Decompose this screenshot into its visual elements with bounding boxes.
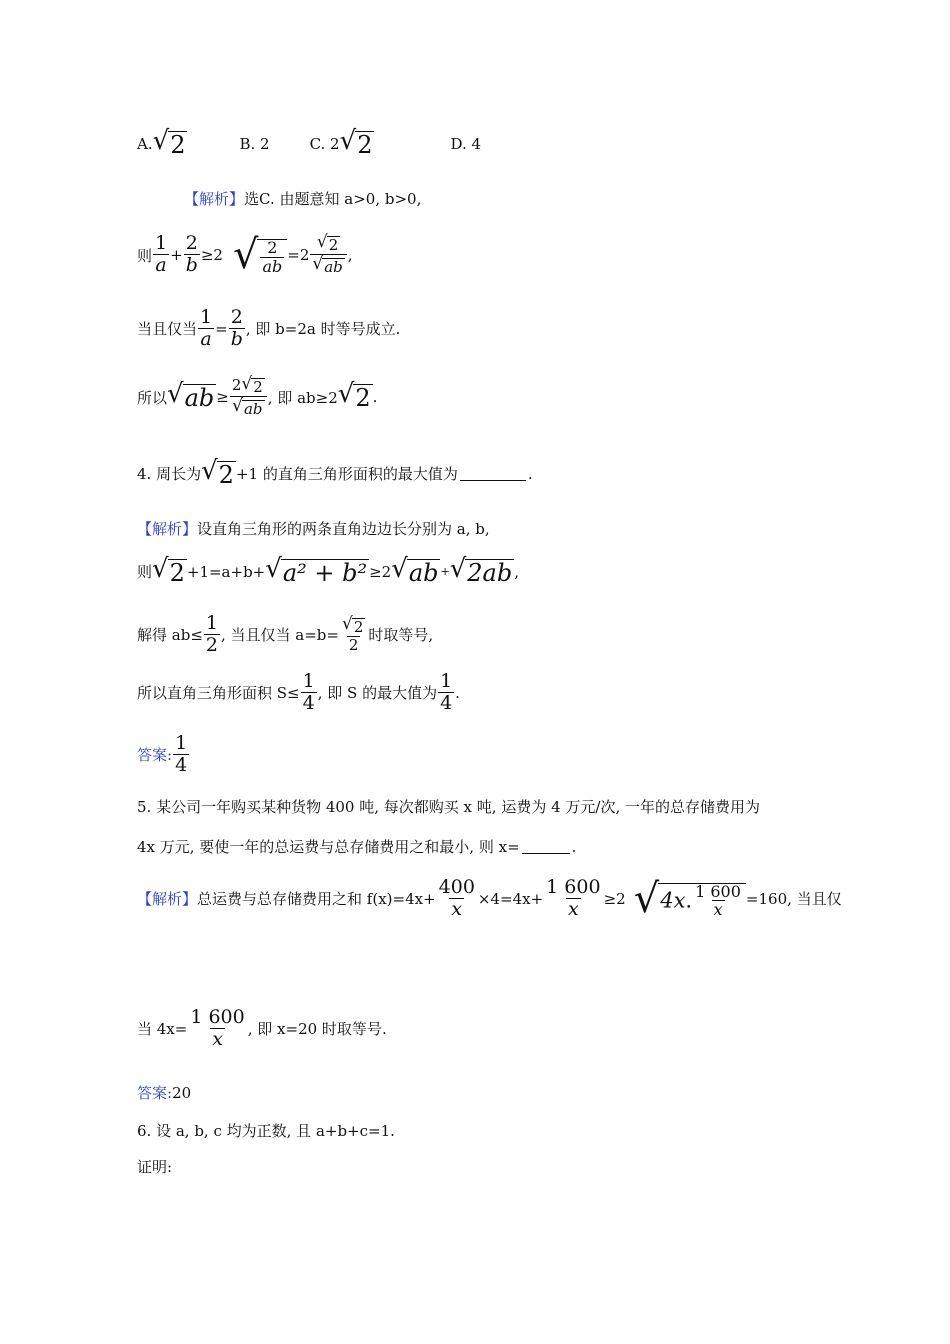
q3-equality-condition: 当且仅当 $\frac{1}{a}$ = $\frac{2}{b}$ , 即 b=2a 时等号成立. <box>137 306 401 350</box>
fraction-400-over-x: $\frac{400}{x}$ <box>438 876 475 920</box>
option-a-label: A. <box>137 134 153 153</box>
analysis-tag: 【解析】 <box>184 190 245 208</box>
fraction-1-over-a: $\frac{1}{a}$ <box>200 306 213 350</box>
sqrt-4x-times-1600-over-x: √ 4x. $\frac{1 600}{x}$ <box>634 879 746 920</box>
sqrt-2: √ 2 <box>152 554 185 587</box>
sqrt-a2-plus-b2: √ a² + b² <box>265 554 368 587</box>
q4-analysis-intro: 【解析】 设直角三角形的两条直角边边长分别为 a, b, <box>137 520 490 538</box>
q4-perimeter-inequality: 则 √ 2 +1=a+b+ √ a² + b² ≥2 √ ab + √ 2ab , <box>137 554 520 587</box>
option-a-sqrt: √ 2 <box>152 126 186 159</box>
fraction-1-over-2: $\frac{1}{2}$ <box>205 612 218 656</box>
option-b: B. 2 <box>239 134 270 153</box>
sqrt-2: √ 2 <box>337 379 371 413</box>
fraction-1-over-a: $\frac{1}{a}$ <box>155 232 168 277</box>
analysis-tag: 【解析】 <box>137 520 198 538</box>
analysis-tag: 【解析】 <box>137 890 198 909</box>
sqrt-ab: √ ab <box>391 554 439 587</box>
fraction-2sqrt2-over-sqrtab: √ 2 √ ab <box>310 234 346 277</box>
option-d: D. 4 <box>450 134 482 153</box>
option-c-sqrt: √ 2 <box>339 126 373 159</box>
q5-stem-line2: 4x 万元, 要使一年的总运费与总存储费用之和最小, 则 x= . <box>137 837 577 856</box>
q5-equality-line: 当 4x= $\frac{1 600}{x}$ , 即 x=20 时取等号. <box>137 1006 387 1050</box>
answer-label: 答案: <box>137 746 173 765</box>
fraction-1600-over-x: $\frac{1 600}{x}$ <box>190 1006 245 1050</box>
fraction-2-over-b: $\frac{2}{b}$ <box>230 306 243 350</box>
q4-stem: 4. 周长为 √ 2 +1 的直角三角形面积的最大值为 . <box>137 456 533 489</box>
q4-answer <box>137 734 190 776</box>
fraction-2-over-b: $\frac{2}{b}$ <box>185 232 198 277</box>
option-c-label: C. 2 <box>309 134 340 153</box>
q3-analysis-intro: 【解析】 选C. 由题意知 a>0, b>0, <box>184 190 422 208</box>
sqrt-2: √ 2 <box>201 456 234 489</box>
answer-label: 答案: <box>137 1084 173 1102</box>
q5-stem-line1: 5. 某公司一年购买某种货物 400 吨, 每次都购买 x 吨, 运费为 4 万元/次, 一年的总存储费用为 <box>137 798 760 816</box>
sqrt-ab: √ ab <box>167 379 215 413</box>
answer-blank[interactable] <box>522 839 570 854</box>
q6-stem: 6. 设 a, b, c 均为正数, 且 a+b+c=1. <box>137 1122 395 1140</box>
sqrt-2ab: √ 2ab <box>449 554 513 587</box>
fraction-1-over-4: $\frac{1}{4}$ <box>175 732 188 776</box>
q3-inequality-line: 则 $\frac{1}{a}$ + $\frac{2}{b}$ ≥2 √ $\frac{2}{ab}$ =2 √ 2 √ ab , <box>137 231 353 278</box>
fraction-sqrt2-over-2: √ 2 2 <box>341 613 364 655</box>
q5-analysis-line: 【解析】 总运费与总存储费用之和 f(x)=4x+ $\frac{400}{x}$ ×4=4x+ $\frac{1 600}{x}$ ≥2 √ 4x. $\frac{1 600}{x}$ =160, 当且仅 <box>137 875 842 922</box>
fraction-2sqrt2-over-sqrtab: 2 √ 2 √ ab <box>230 376 267 419</box>
answer-blank[interactable] <box>460 466 526 481</box>
q4-solve-line: 解得 ab≤ $\frac{1}{2}$ , 当且仅当 a=b= √ 2 2 时取等号, <box>137 612 434 656</box>
q3-conclusion: 所以 √ ab ≥ 2 √ 2 √ ab , 即 ab≥2 √ 2 . <box>137 374 378 419</box>
q4-area-line: 所以直角三角形面积 S≤ $\frac{1}{4}$ , 即 S 的最大值为 $\frac{1}{4}$ . <box>137 670 460 714</box>
q5-answer: 答案: 20 <box>137 1083 192 1102</box>
sqrt-2-over-ab: √ $\frac{2}{ab}$ <box>233 235 287 276</box>
fraction-1600-over-x: $\frac{1 600}{x}$ <box>546 876 601 920</box>
options-row <box>137 128 481 160</box>
q6-proof-label: 证明: <box>137 1158 173 1176</box>
fraction-1-over-4: $\frac{1}{4}$ <box>440 670 453 714</box>
fraction-1-over-4: $\frac{1}{4}$ <box>302 670 315 714</box>
